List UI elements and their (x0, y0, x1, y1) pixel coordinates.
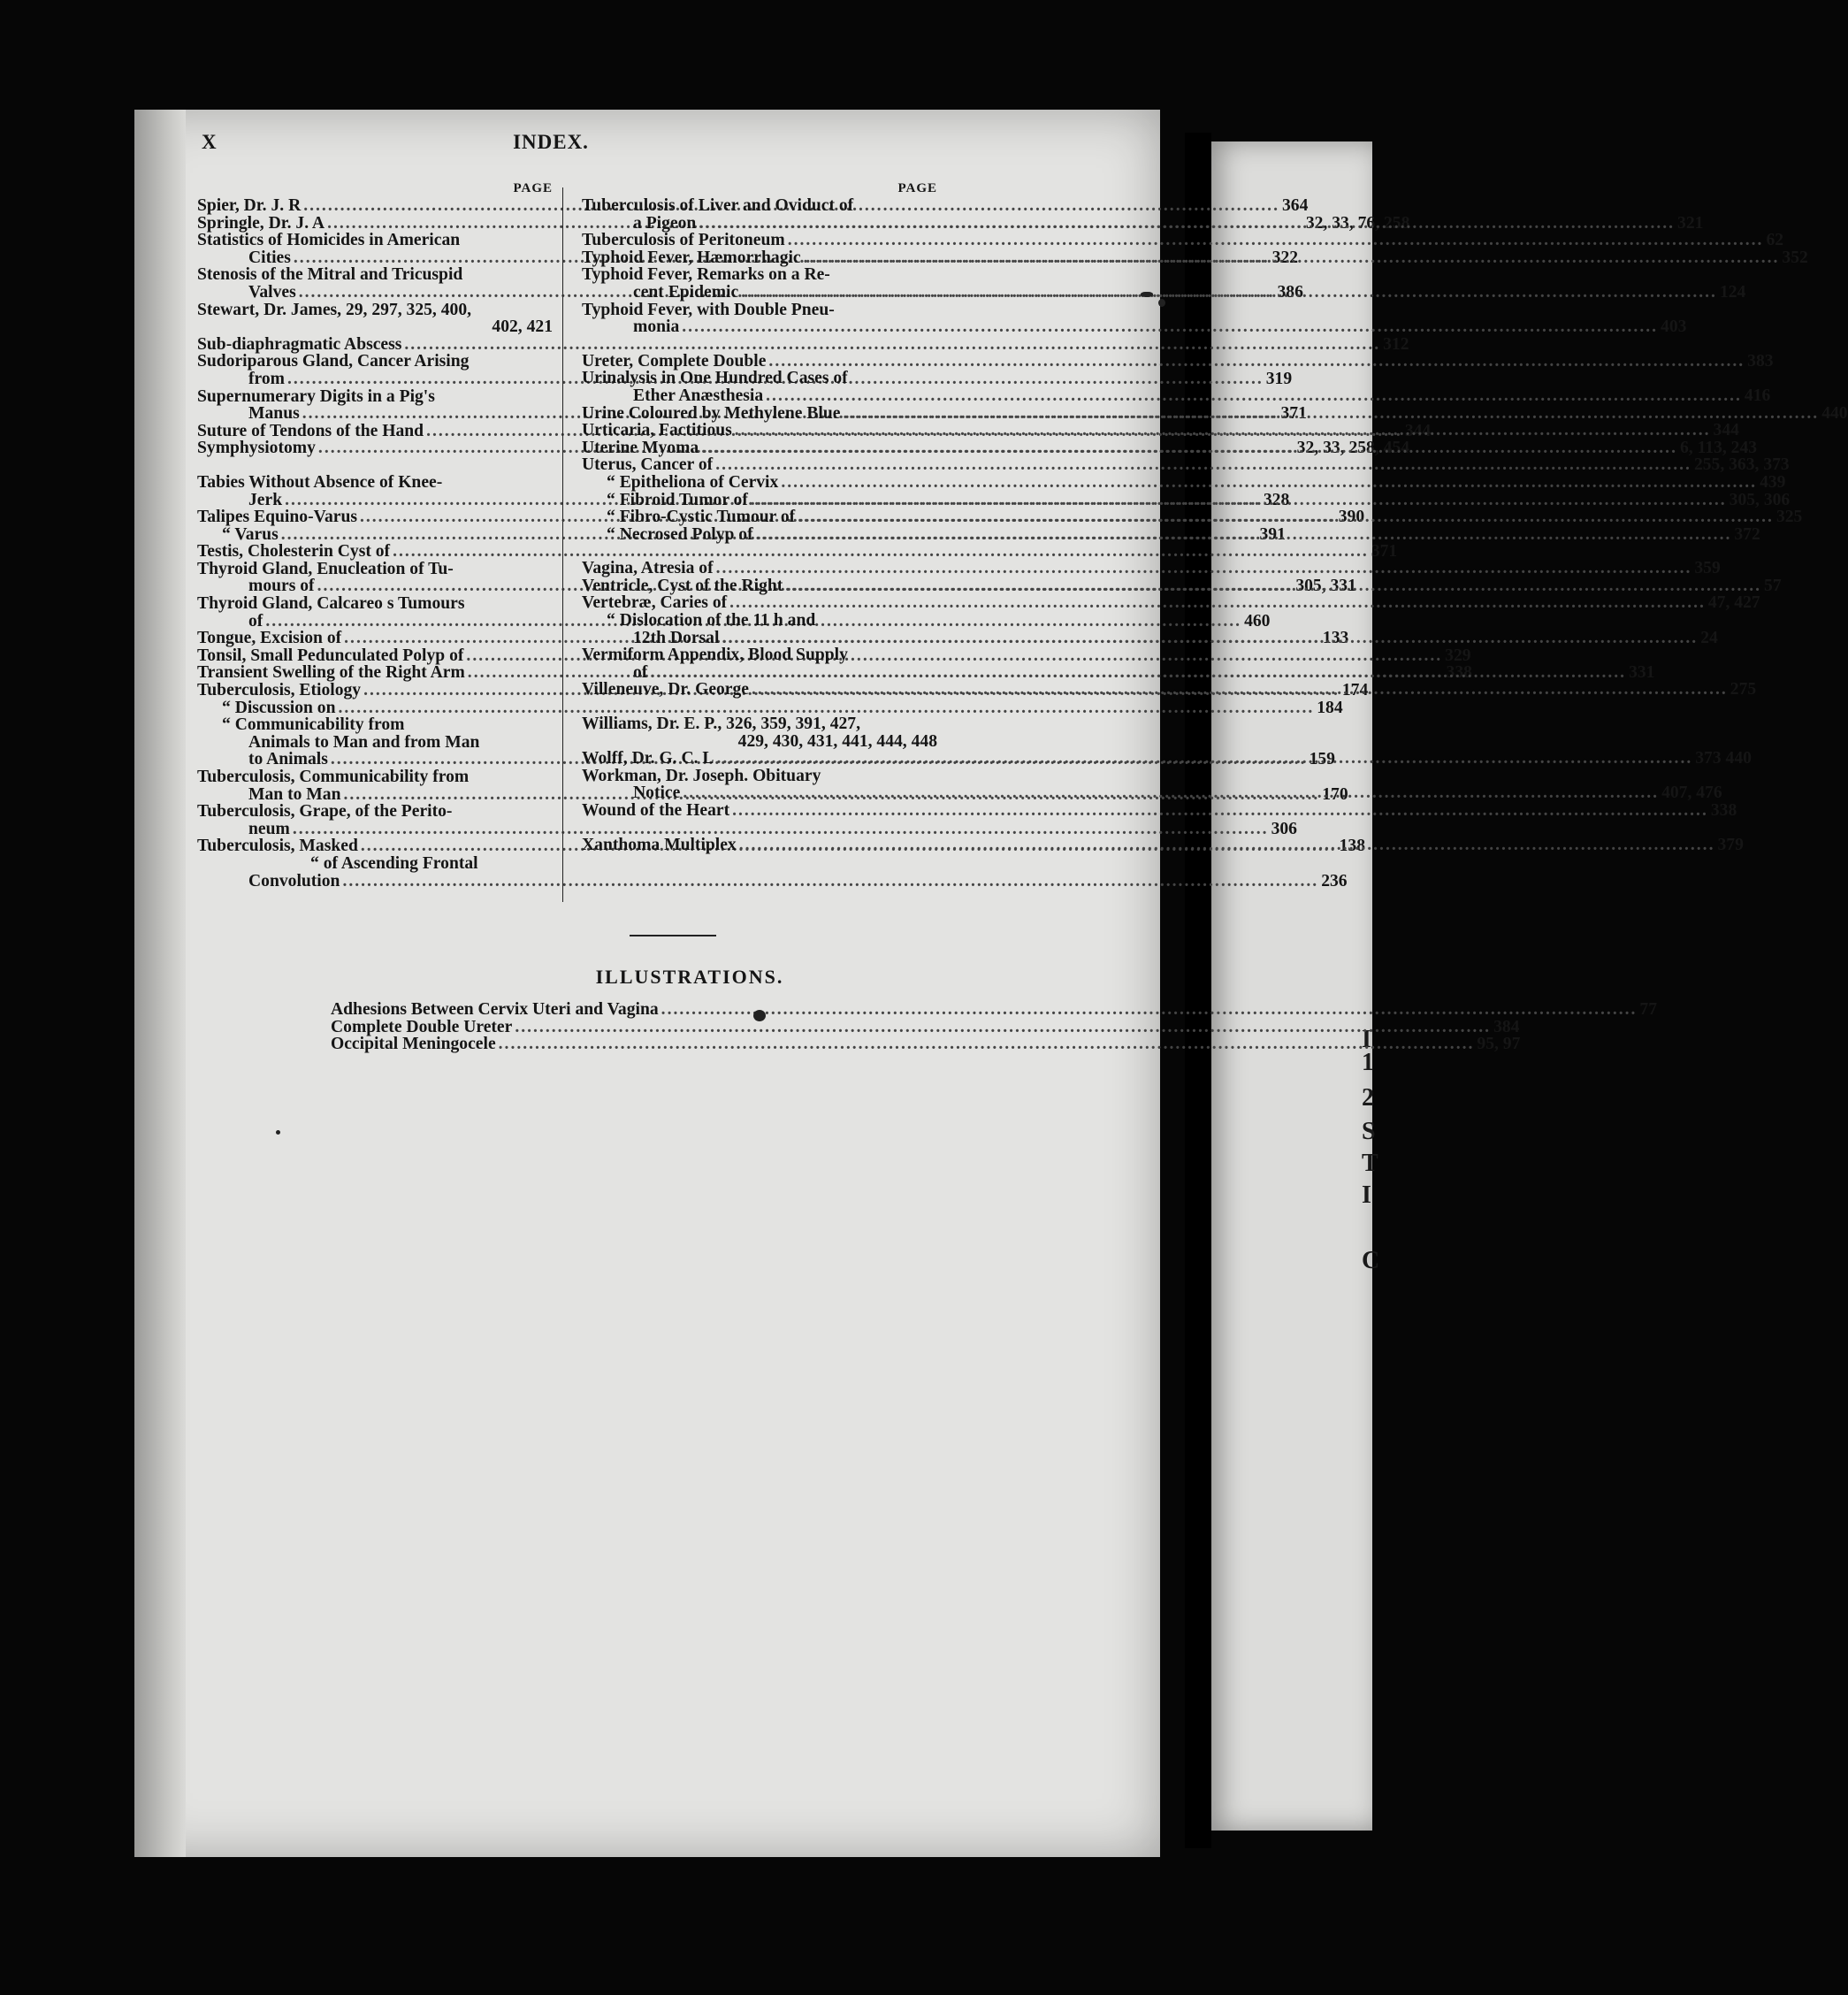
entry-text: “ Necrosed Polyp of (607, 524, 753, 544)
entry-pages: 460 (1244, 611, 1271, 631)
entry-text: Thyroid Gland, Enucleation of Tu- (197, 559, 454, 578)
entry-pages: 328 (1263, 490, 1290, 509)
entry-text: Urinalysis in One Hundred Cases of (582, 369, 848, 388)
entry-pages: 47, 427 (1707, 593, 1760, 613)
entry-pages: 124 (1719, 282, 1746, 302)
entry-text: Xanthoma Multiplex (582, 835, 737, 854)
entry-text: Villeneuve, Dr. George (582, 680, 750, 699)
entry-pages: 331 (1629, 662, 1655, 682)
entry-text: Tabies Without Absence of Knee- (197, 472, 443, 492)
entry-pages: 371 (1371, 542, 1398, 562)
entry-text: Typhoid Fever, Hæmorrhagic (582, 248, 801, 267)
entry-pages: 359 (1694, 559, 1721, 578)
index-entry (582, 421, 1739, 440)
entry-pages: 448 (911, 731, 937, 751)
entry-text: Tuberculosis, Etiology (197, 681, 362, 700)
entry-text: Symphysiotomy (197, 439, 316, 458)
index-entry (197, 698, 1343, 717)
facing-page-letter: C (1362, 1247, 1380, 1274)
entry-text: Vagina, Atresia of (582, 559, 714, 578)
entry-text: Ether Anæsthesia (633, 386, 764, 405)
entry-pages: 403 (1661, 317, 1687, 337)
entry-text: “ Dislocation of the 11 h and (607, 611, 816, 631)
entry-text: Valves (248, 282, 296, 302)
ink-speck (753, 1010, 766, 1021)
entry-pages: 312 (1383, 334, 1409, 354)
entry-pages: 364 (1281, 196, 1309, 215)
page-column-label: PAGE (513, 181, 553, 195)
entry-pages: 6, 113, 243 (1679, 438, 1758, 457)
entry-text: Stenosis of the Mitral and Tricuspid (197, 265, 463, 285)
entry-pages: 170 (1322, 784, 1348, 804)
entry-text: neum (248, 819, 290, 838)
entry-text: “ Epitheliona of Cervix (607, 472, 779, 492)
entry-text: Tuberculosis, Masked (197, 837, 358, 856)
entry-text: from (248, 369, 285, 388)
entry-pages: 439 (1760, 472, 1786, 492)
entry-text: Complete Double Ureter (331, 1017, 513, 1036)
entry-text: Suture of Tendons of the Hand (197, 421, 424, 440)
illustration-entry (331, 1000, 1658, 1019)
entry-text: Jerk (248, 490, 283, 509)
index-entry (582, 593, 1760, 613)
facing-page-letter: I (1362, 1026, 1371, 1053)
facing-page-letter: S (1362, 1118, 1376, 1145)
entry-pages: 305, 306 (1729, 490, 1791, 509)
entry-pages: 344 (1713, 421, 1739, 440)
entry-text: “ Communicability from (222, 715, 405, 735)
entry-text: Manus (248, 404, 300, 424)
index-entry (582, 351, 1774, 371)
entry-text: Occipital Meningocele (331, 1035, 496, 1054)
entry-text: Statistics of Homicides in American (197, 231, 461, 250)
index-entry (197, 334, 1409, 354)
entry-text: Tuberculosis of Liver and Oviduct of (582, 196, 854, 215)
facing-page-letter: I (1362, 1181, 1371, 1209)
index-entry (197, 318, 553, 336)
entry-pages: 338 (1446, 663, 1472, 683)
entry-pages: 255, 363, 373 (1693, 455, 1790, 475)
entry-pages: 32, 33, 76, 258 (1305, 213, 1410, 233)
entry-text: Typhoid Fever, Remarks on a Re- (582, 265, 830, 285)
entry-text: Animals to Man and from Man (248, 732, 480, 752)
entry-text: Vermiform Appendix, Blood Supply (582, 646, 848, 665)
entry-pages: 305, 331 (1295, 577, 1356, 596)
entry-text: Notice (633, 783, 681, 803)
entry-pages: 138 (1339, 837, 1365, 856)
entry-text: Tongue, Excision of (197, 629, 342, 648)
entry-text: Sub-diaphragmatic Abscess (197, 334, 402, 354)
entry-text: Workman, Dr. Joseph. Obituary (582, 766, 821, 785)
entry-text: Uterus, Cancer of (582, 455, 714, 475)
entry-text: monia (633, 317, 680, 337)
entry-text: of (633, 662, 648, 682)
entry-pages: 390 (1338, 508, 1365, 527)
entry-text: Talipes Equino-Varus (197, 508, 357, 527)
page-title: INDEX. (513, 131, 589, 153)
column-divider (562, 187, 563, 902)
entry-text: Spier, Dr. J. R (197, 196, 302, 215)
entry-pages: 236 (1321, 871, 1348, 890)
entry-pages: 321 (1677, 213, 1704, 233)
entry-text: Wound of the Heart (582, 801, 730, 820)
illustrations-list (331, 1000, 1658, 1054)
entry-text: “ Fibro-Cystic Tumour of (607, 508, 796, 527)
entry-text: mours of (248, 577, 315, 596)
entry-pages: 95, 97 (1477, 1035, 1521, 1054)
entry-text: Supernumerary Digits in a Pig's (197, 386, 435, 406)
entry-text: Stewart, Dr. James, 29, 297, 325, 400, (197, 300, 472, 319)
entry-pages: 32, 33, 258, 454 (1296, 439, 1410, 458)
entry-text: Urticaria, Factitious (582, 421, 732, 440)
entry-text: 429, 430, 431, 441, 444, (737, 731, 907, 751)
entry-text: 12th Dorsal (633, 628, 720, 647)
ink-speck (1141, 292, 1153, 297)
page-folio: X (202, 131, 218, 153)
index-entry (582, 455, 1790, 475)
entry-pages: 77 (1639, 1000, 1658, 1019)
entry-text: Adhesions Between Cervix Uteri and Vagina (331, 1000, 659, 1019)
index-entry (582, 386, 1771, 405)
entry-pages: 352 (1782, 248, 1808, 267)
entry-text: Tuberculosis of Peritoneum (582, 231, 785, 250)
entry-text: Sudoriparous Gland, Cancer Arising (197, 352, 470, 371)
index-entry (582, 231, 1784, 250)
illustration-entry (331, 1017, 1520, 1036)
entry-pages: 384 (1493, 1017, 1520, 1036)
entry-pages: 372 (1734, 524, 1760, 544)
index-entry (582, 472, 1786, 492)
entry-pages: 344 (1404, 421, 1432, 440)
ink-speck (276, 1130, 280, 1135)
entry-text: Vertebræ, Caries of (582, 593, 728, 613)
index-entry (582, 559, 1721, 578)
entry-pages: 133 (1322, 629, 1349, 648)
entry-text: Ureter, Complete Double (582, 351, 767, 371)
entry-text: Typhoid Fever, with Double Pneu- (582, 300, 835, 319)
entry-pages: 373 440 (1695, 749, 1752, 768)
entry-text: Tonsil, Small Pedunculated Polyp of (197, 646, 464, 665)
entry-text: cent Epidemic (633, 282, 739, 302)
entry-pages: 325 (1775, 508, 1803, 527)
index-entry (582, 317, 1687, 337)
entry-pages: 159 (1309, 750, 1335, 769)
entry-text: Thyroid Gland, Calcareo s Tumours (197, 594, 465, 614)
index-entry (197, 542, 1398, 562)
entry-pages: 416 (1744, 386, 1771, 405)
index-entry (582, 801, 1737, 820)
entry-pages: 24 (1700, 628, 1718, 647)
section-rule (630, 935, 716, 936)
illustration-entry (331, 1035, 1521, 1054)
entry-text: “ Varus (222, 524, 279, 544)
index-entry (197, 871, 1348, 890)
entry-pages: 62 (1766, 231, 1784, 250)
entry-pages: 383 (1747, 351, 1774, 371)
entry-text: a Pigeon (633, 213, 697, 233)
entry-text: Urine Coloured by Methylene Blue (582, 403, 841, 423)
entry-text: Springle, Dr. J. A (197, 213, 325, 233)
facing-page-letter: 1 (1362, 1049, 1374, 1076)
entry-pages: 322 (1271, 248, 1299, 267)
entry-pages: 329 (1445, 646, 1471, 665)
entry-pages: 338 (1710, 801, 1737, 820)
entry-text: to Animals (248, 750, 328, 769)
index-entry (582, 733, 937, 751)
entry-pages: 319 (1265, 369, 1293, 388)
entry-text: Testis, Cholesterin Cyst of (197, 542, 391, 562)
entry-text: Tuberculosis, Communicability from (197, 768, 470, 786)
entry-text: Williams, Dr. E. P., 326, 359, 391, 427, (582, 715, 860, 734)
entry-pages: 306 (1271, 819, 1297, 838)
entry-text: Cities (248, 248, 291, 267)
entry-text: Convolution (248, 871, 340, 890)
index-entry (197, 819, 1297, 838)
entry-text: “ of Ascending Frontal (310, 853, 478, 873)
entry-text: Ventricle, Cyst of the Right (582, 576, 783, 595)
entry-pages: 440 (1821, 403, 1848, 423)
facing-page-letter: T (1362, 1150, 1378, 1177)
entry-pages: 275 (1730, 680, 1757, 699)
entry-text: of (248, 611, 263, 631)
entry-pages: 386 (1277, 282, 1303, 302)
illustrations-heading: ILLUSTRATIONS. (595, 966, 784, 988)
entry-pages: 184 (1317, 698, 1343, 717)
entry-pages: 421 (526, 317, 553, 337)
index-entry (197, 663, 1472, 683)
entry-pages: 57 (1764, 576, 1782, 595)
entry-pages: 174 (1341, 681, 1369, 700)
entry-text: Tuberculosis, Grape, of the Perito- (197, 802, 453, 822)
entry-text: Transient Swelling of the Right Arm (197, 663, 465, 683)
page-column-label: PAGE (897, 181, 937, 195)
entry-text: Man to Man (248, 784, 341, 804)
entry-pages: 391 (1259, 524, 1286, 544)
facing-page-letter: 2 (1362, 1084, 1374, 1112)
entry-text: Wolff, Dr. G. C. L (582, 749, 714, 768)
entry-text: “ Fibroid Tumor of (607, 490, 748, 509)
entry-text: 402, (492, 317, 523, 337)
entry-pages: 379 (1717, 835, 1744, 854)
ink-speck (1158, 299, 1165, 307)
entry-pages: 371 (1280, 404, 1307, 424)
entry-text: Uterine Myoma (582, 438, 699, 457)
running-head (202, 131, 900, 166)
entry-pages: 407, 476 (1661, 783, 1722, 803)
entry-text: “ Discussion on (222, 698, 336, 717)
